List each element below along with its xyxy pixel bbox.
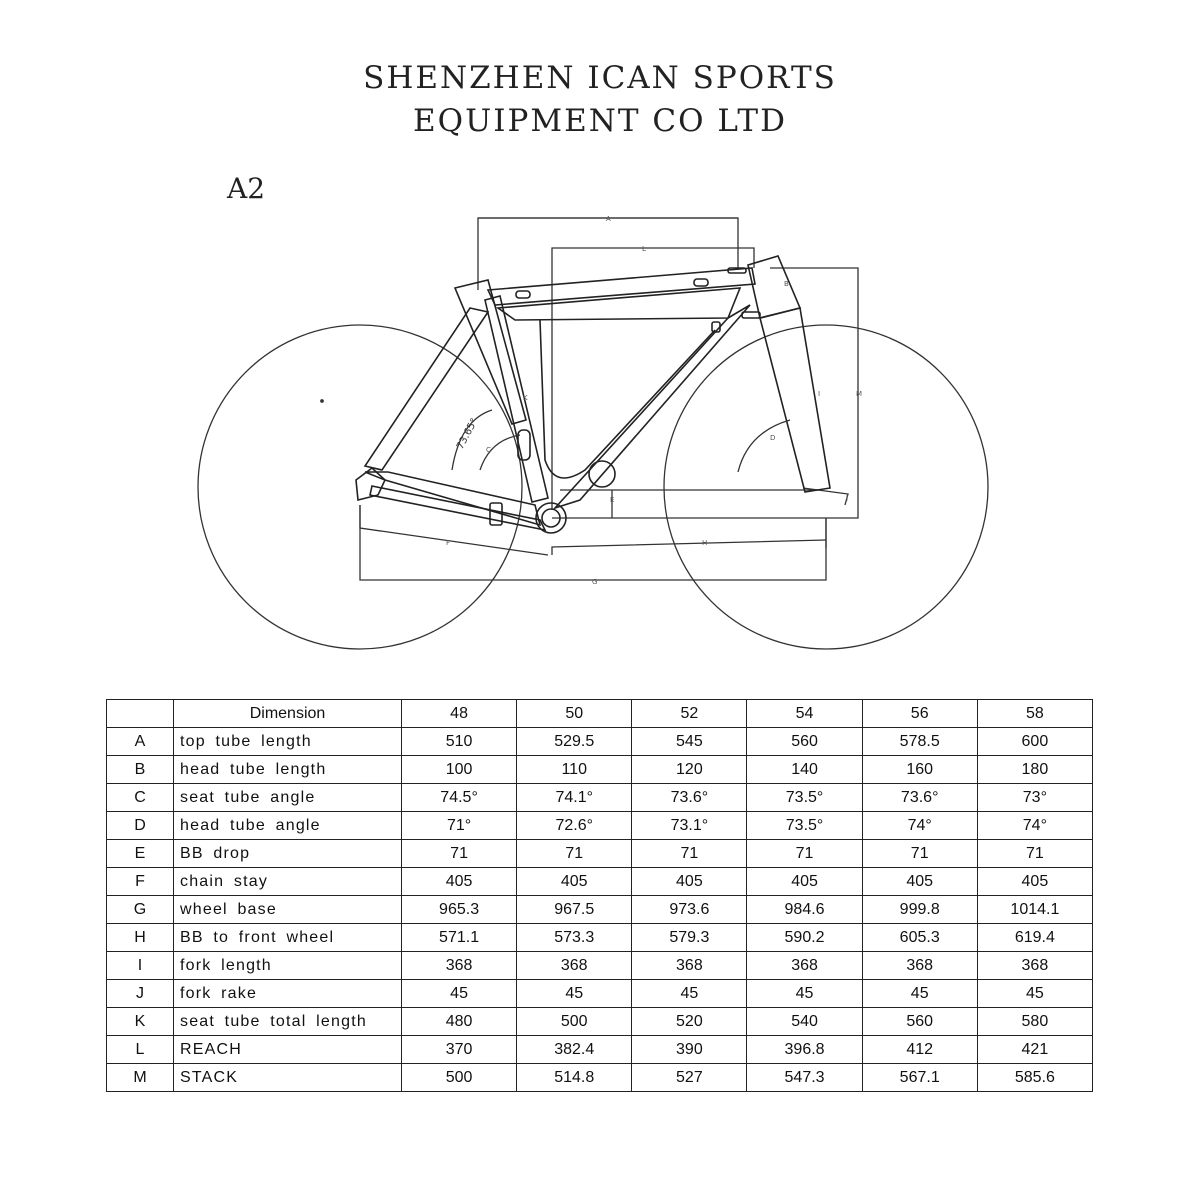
row-value: 405 <box>862 868 977 896</box>
row-value: 600 <box>977 728 1092 756</box>
header-size: 58 <box>977 700 1092 728</box>
bike-frame <box>356 256 830 533</box>
header-dimension: Dimension <box>174 700 402 728</box>
row-key: C <box>107 784 174 812</box>
dim-label-m: M <box>856 390 863 398</box>
row-key: A <box>107 728 174 756</box>
row-value: 1014.1 <box>977 896 1092 924</box>
row-value: 500 <box>517 1008 632 1036</box>
head-tube <box>748 256 800 318</box>
header-size: 48 <box>402 700 517 728</box>
row-value: 45 <box>402 980 517 1008</box>
dim-label-l: L <box>642 245 646 253</box>
dim-label-f: F <box>446 539 451 547</box>
row-label: top tube length <box>174 728 402 756</box>
row-value: 382.4 <box>517 1036 632 1064</box>
table-body <box>107 728 1093 1092</box>
row-label: fork length <box>174 952 402 980</box>
row-value: 579.3 <box>632 924 747 952</box>
row-value: 73.6° <box>632 784 747 812</box>
table-row <box>107 924 1093 952</box>
row-key: D <box>107 812 174 840</box>
dim-label-i: I <box>818 390 821 398</box>
row-label: REACH <box>174 1036 402 1064</box>
row-value: 547.3 <box>747 1064 862 1092</box>
head-angle-arc <box>738 420 790 472</box>
table-row <box>107 896 1093 924</box>
row-value: 370 <box>402 1036 517 1064</box>
row-label: seat tube total length <box>174 1008 402 1036</box>
row-value: 73.5° <box>747 784 862 812</box>
row-value: 180 <box>977 756 1092 784</box>
row-value: 578.5 <box>862 728 977 756</box>
row-value: 368 <box>632 952 747 980</box>
row-value: 585.6 <box>977 1064 1092 1092</box>
dim-label-h: H <box>702 539 708 547</box>
row-label: seat tube angle <box>174 784 402 812</box>
row-value: 545 <box>632 728 747 756</box>
company-name-line2: EQUIPMENT CO LTD <box>413 103 787 139</box>
dim-h-lines <box>552 518 826 555</box>
row-value: 529.5 <box>517 728 632 756</box>
row-value: 45 <box>862 980 977 1008</box>
row-value: 967.5 <box>517 896 632 924</box>
row-value: 619.4 <box>977 924 1092 952</box>
row-value: 580 <box>977 1008 1092 1036</box>
row-value: 72.6° <box>517 812 632 840</box>
dim-e-lines <box>560 490 820 518</box>
row-label: BB drop <box>174 840 402 868</box>
table-row <box>107 1064 1093 1092</box>
table-header-row <box>107 700 1093 728</box>
row-value: 73° <box>977 784 1092 812</box>
model-name: A2 <box>227 172 266 205</box>
row-value: 368 <box>977 952 1092 980</box>
row-value: 973.6 <box>632 896 747 924</box>
row-value: 110 <box>517 756 632 784</box>
seatpost <box>455 280 526 424</box>
row-label: head tube angle <box>174 812 402 840</box>
geometry-table <box>106 699 1093 1092</box>
table-row <box>107 840 1093 868</box>
row-key: F <box>107 868 174 896</box>
row-value: 965.3 <box>402 896 517 924</box>
front-wheel <box>664 325 988 649</box>
row-value: 405 <box>402 868 517 896</box>
row-value: 520 <box>632 1008 747 1036</box>
row-value: 45 <box>977 980 1092 1008</box>
row-value: 71 <box>632 840 747 868</box>
row-value: 480 <box>402 1008 517 1036</box>
row-value: 573.3 <box>517 924 632 952</box>
row-value: 510 <box>402 728 517 756</box>
row-value: 71 <box>517 840 632 868</box>
seat-tube <box>485 296 548 502</box>
header-key-cell <box>107 700 174 728</box>
table-row <box>107 756 1093 784</box>
row-label: fork rake <box>174 980 402 1008</box>
row-value: 390 <box>632 1036 747 1064</box>
row-label: wheel base <box>174 896 402 924</box>
row-label: chain stay <box>174 868 402 896</box>
row-value: 368 <box>517 952 632 980</box>
table-row <box>107 812 1093 840</box>
row-value: 73.6° <box>862 784 977 812</box>
row-value: 71 <box>402 840 517 868</box>
row-label: BB to front wheel <box>174 924 402 952</box>
row-key: J <box>107 980 174 1008</box>
header-size: 54 <box>747 700 862 728</box>
company-name-line1: SHENZHEN ICAN SPORTS <box>363 60 837 96</box>
dim-label-c: C <box>486 446 491 454</box>
dim-label-b: B <box>784 280 789 288</box>
row-value: 560 <box>747 728 862 756</box>
seat-stay <box>365 308 488 470</box>
dim-label-k: K <box>523 394 528 402</box>
row-value: 567.1 <box>862 1064 977 1092</box>
row-value: 368 <box>862 952 977 980</box>
header-size: 52 <box>632 700 747 728</box>
row-value: 73.1° <box>632 812 747 840</box>
row-value: 45 <box>632 980 747 1008</box>
row-key: G <box>107 896 174 924</box>
table-row <box>107 1008 1093 1036</box>
row-value: 605.3 <box>862 924 977 952</box>
row-key: I <box>107 952 174 980</box>
table-row <box>107 952 1093 980</box>
row-value: 405 <box>517 868 632 896</box>
row-value: 368 <box>402 952 517 980</box>
row-value: 405 <box>747 868 862 896</box>
row-value: 368 <box>747 952 862 980</box>
row-value: 984.6 <box>747 896 862 924</box>
header-size: 50 <box>517 700 632 728</box>
row-value: 527 <box>632 1064 747 1092</box>
row-value: 500 <box>402 1064 517 1092</box>
row-value: 71 <box>747 840 862 868</box>
row-value: 160 <box>862 756 977 784</box>
row-value: 405 <box>632 868 747 896</box>
table-row <box>107 868 1093 896</box>
down-tube <box>555 305 750 508</box>
dim-label-g: G <box>592 578 598 586</box>
row-value: 396.8 <box>747 1036 862 1064</box>
row-value: 74° <box>862 812 977 840</box>
row-key: M <box>107 1064 174 1092</box>
row-value: 590.2 <box>747 924 862 952</box>
row-key: K <box>107 1008 174 1036</box>
row-value: 45 <box>517 980 632 1008</box>
row-value: 71 <box>862 840 977 868</box>
row-key: B <box>107 756 174 784</box>
row-value: 571.1 <box>402 924 517 952</box>
row-value: 71 <box>977 840 1092 868</box>
row-value: 560 <box>862 1008 977 1036</box>
row-label: STACK <box>174 1064 402 1092</box>
dim-label-a: A <box>606 215 611 223</box>
row-key: H <box>107 924 174 952</box>
row-value: 540 <box>747 1008 862 1036</box>
row-value: 74° <box>977 812 1092 840</box>
row-value: 71° <box>402 812 517 840</box>
table-row <box>107 1036 1093 1064</box>
row-value: 74.5° <box>402 784 517 812</box>
top-tube <box>488 268 755 305</box>
row-value: 120 <box>632 756 747 784</box>
fork <box>760 308 830 492</box>
row-value: 405 <box>977 868 1092 896</box>
dim-label-e: E <box>610 496 615 504</box>
row-value: 514.8 <box>517 1064 632 1092</box>
rear-wheel <box>198 325 522 649</box>
row-value: 100 <box>402 756 517 784</box>
row-value: 412 <box>862 1036 977 1064</box>
header-size: 56 <box>862 700 977 728</box>
row-label: head tube length <box>174 756 402 784</box>
row-value: 140 <box>747 756 862 784</box>
row-value: 999.8 <box>862 896 977 924</box>
seat-angle-annotation: 73.65° <box>454 416 481 452</box>
row-value: 73.5° <box>747 812 862 840</box>
row-key: E <box>107 840 174 868</box>
dim-label-d: D <box>770 434 776 442</box>
table-row <box>107 728 1093 756</box>
row-value: 45 <box>747 980 862 1008</box>
row-value: 421 <box>977 1036 1092 1064</box>
table-row <box>107 784 1093 812</box>
rear-axle-dot <box>321 400 323 402</box>
dim-label-j: J <box>846 494 849 502</box>
row-key: L <box>107 1036 174 1064</box>
row-value: 74.1° <box>517 784 632 812</box>
table-row <box>107 980 1093 1008</box>
dim-g-lines <box>360 505 826 580</box>
